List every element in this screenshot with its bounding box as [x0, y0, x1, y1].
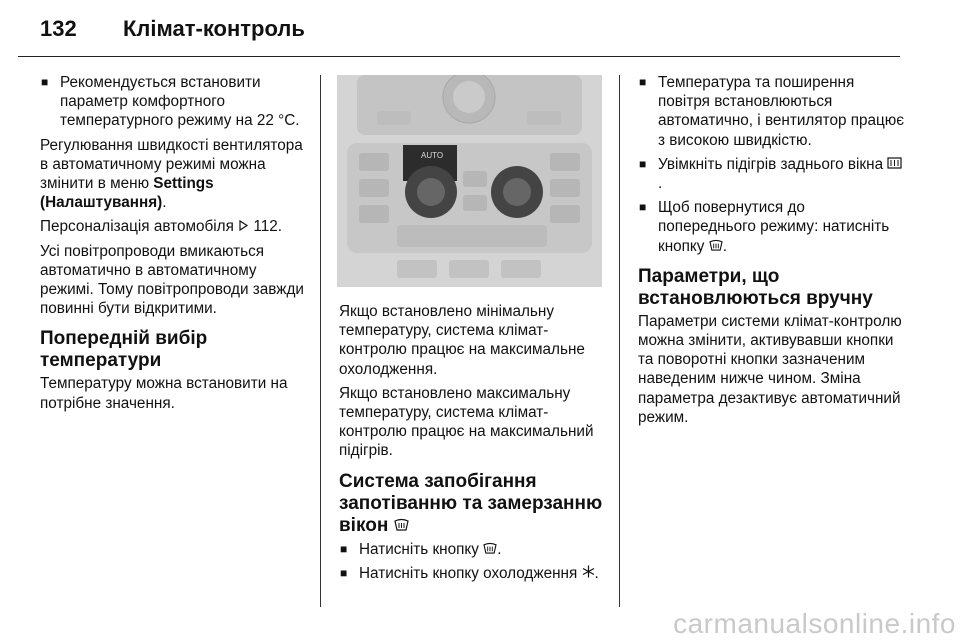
- page-reference-arrow-icon: [238, 218, 253, 235]
- section-heading: Система запобігання запотіванню та замерзанню вікон: [339, 470, 603, 536]
- climate-panel-illustration: [337, 75, 602, 287]
- column-2: [339, 302, 607, 588]
- list-item: ■ Натисніть кнопку .: [339, 540, 607, 559]
- list-item: ■ Натисніть кнопку охолодження .: [339, 564, 607, 583]
- page-title: Клімат-контроль: [123, 16, 305, 41]
- windscreen-defrost-icon: [709, 237, 723, 256]
- list-item: ■ Увімкніть підігрів заднього вікна .: [638, 155, 906, 193]
- paragraph: Якщо встановлено максимальну температуру, система клімат-контролю працює на максимальний підігрів.: [339, 384, 594, 460]
- header-rule: [18, 56, 900, 57]
- section-heading: Попередній вибір температури: [40, 328, 208, 372]
- paragraph: Температуру можна встановити на потрібне значення.: [40, 375, 288, 412]
- paragraph: Регулювання швидкості вентилятора в автоматичному режимі можна змінити в меню Settings (Налаштування).: [40, 136, 303, 212]
- list-item: ■ Щоб повернутися до попереднього режиму: натисніть кнопку .: [638, 198, 906, 256]
- column-divider-1: [320, 75, 321, 607]
- snowflake-icon: [582, 564, 595, 583]
- page-header: [40, 10, 900, 54]
- column-divider-2: [619, 75, 620, 607]
- menu-reference: Settings (Налаштування): [40, 175, 214, 212]
- column-1: [40, 73, 308, 418]
- list-item: ■ Рекомендується встановити параметр комфортного температурного режиму на 22 °C.: [40, 73, 308, 131]
- windscreen-defrost-icon: [394, 516, 409, 538]
- section-heading: Параметри, що встановлюються вручну: [638, 265, 873, 309]
- rear-window-heating-icon: [887, 155, 902, 174]
- windscreen-defrost-icon: [483, 540, 497, 559]
- page-number: 132: [40, 16, 77, 41]
- auto-button-label: AUTO: [421, 151, 444, 160]
- paragraph: Усі повітропроводи вмикаються автоматично в автоматичному режимі. Тому повітропроводи завжди повинні бути відкритими.: [40, 242, 304, 318]
- paragraph: Параметри системи клімат-контролю можна змінити, активувавши кнопки та поворотні кнопки зазначеним наведеним нижче чином. Зміна параметра дезактивує автоматичний режим.: [638, 312, 902, 426]
- paragraph: Якщо встановлено мінімальну температуру, система клімат-контролю працює на максимальне охолодження.: [339, 303, 585, 378]
- paragraph: Персоналізація автомобіля 112.: [40, 218, 283, 236]
- column-3: [638, 73, 906, 432]
- watermark: carmanualsonline.info: [673, 608, 956, 639]
- list-item: ■ Температура та поширення повітря встановлюються автоматично, і вентилятор працює з високою швидкістю.: [638, 73, 906, 150]
